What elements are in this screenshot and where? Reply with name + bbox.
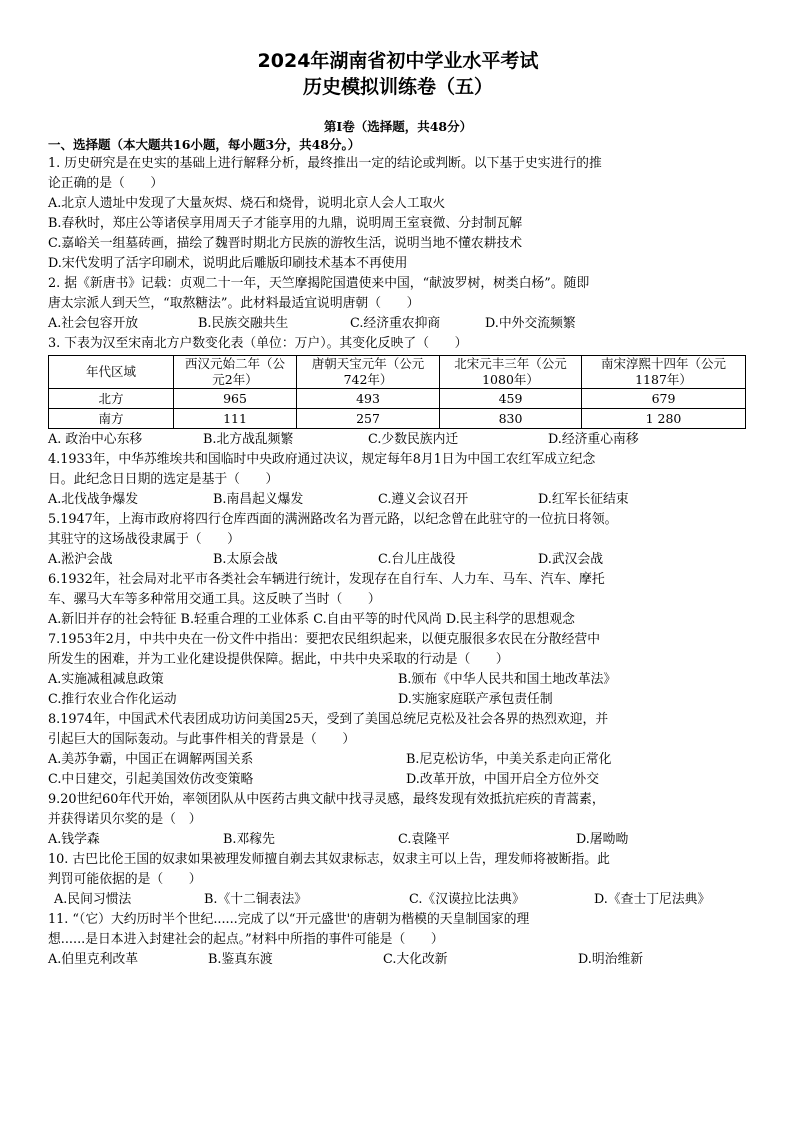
option-b[interactable]: B.太原会战 [213, 552, 278, 567]
option-a[interactable]: A.北京人遗址中发现了大量灰烬、烧石和烧骨，说明北京人会人工取火 [48, 196, 446, 211]
option-a[interactable]: A. 政治中心东移 [48, 432, 143, 447]
option-d[interactable]: D.明治维新 [578, 952, 644, 967]
option-c[interactable]: C.袁隆平 [398, 832, 450, 847]
option-d[interactable]: D.宋代发明了活字印刷术，说明此后雕版印刷技术基本不再使用 [48, 256, 408, 271]
question-stem: 7.1953年2月，中共中央在一份文件中指出：要把农民组织起来，以便克服很多农民在分散经营中 [48, 632, 600, 647]
header-line: 南宋淳熙十四年（公元 [600, 356, 726, 371]
option-c[interactable]: C.推行农业合作化运动 [48, 692, 177, 707]
table-cell: 南方 [49, 409, 174, 429]
option-c[interactable]: C.大化改新 [383, 952, 448, 967]
question-stem: 车、骡马大车等多种常用交通工具。这反映了当时（ ） [48, 592, 381, 607]
question-stem: 并获得诺贝尔奖的是（ ） [48, 812, 202, 827]
option-c[interactable]: C.台儿庄战役 [378, 552, 456, 567]
table-cell: 1 280 [582, 409, 746, 429]
table-header-row [49, 356, 746, 389]
question-stem: 引起巨大的国际轰动。与此事件相关的背景是（ ） [48, 732, 356, 747]
exam-title: 2024年湖南省初中学业水平考试 [257, 50, 539, 72]
question-stem: 1. 历史研究是在史实的基础上进行解释分析，最终推出一定的结论或判断。以下基于史实进行的推 [48, 156, 602, 171]
header-line: 1187年） [635, 372, 692, 387]
option-a[interactable]: A.淞沪会战 [48, 552, 113, 567]
question-stem: 8.1974年，中国武术代表团成功访问美国25天，受到了美国总统尼克松及社会各界的热烈欢迎，并 [48, 712, 609, 727]
table-header-cell [582, 356, 746, 389]
question-stem: 4.1933年，中华苏维埃共和国临时中央政府通过决议，规定每年8月1日为中国工农红军成立纪念 [48, 452, 596, 467]
option-b[interactable]: B.《十二铜表法》 [204, 892, 308, 907]
option-c[interactable]: C.遵义会议召开 [378, 492, 469, 507]
option-a[interactable]: A.实施减租减息政策 [48, 672, 164, 687]
table-cell: 北方 [49, 389, 174, 409]
table-cell: 111 [174, 409, 297, 429]
option-a[interactable]: A.伯里克利改革 [48, 952, 139, 967]
option-b[interactable]: B.民族交融共生 [198, 316, 289, 331]
option-d[interactable]: D.武汉会战 [538, 552, 604, 567]
option-b[interactable]: B.尼克松访华，中美关系走向正常化 [406, 752, 612, 767]
table-row [49, 389, 746, 409]
option-c[interactable]: C.经济重农抑商 [350, 316, 441, 331]
question-5 [48, 510, 748, 570]
exam-page [48, 48, 748, 970]
question-stem: 日。此纪念日日期的选定是基于（ ） [48, 472, 279, 487]
table-cell: 679 [582, 389, 746, 409]
table-header-cell [440, 356, 582, 389]
question-stem: 9.20世纪60年代开始，率领团队从中医药古典文献中找寻灵感，最终发现有效抵抗疟疾的青蒿素， [48, 792, 605, 807]
option-d[interactable]: D.中外交流频繁 [485, 316, 576, 331]
table-header-cell [297, 356, 440, 389]
option-c[interactable]: C.中日建交，引起美国效仿改变策略 [48, 772, 254, 787]
option-b[interactable]: B.鉴真东渡 [208, 952, 273, 967]
option-c[interactable]: C.少数民族内迁 [368, 432, 459, 447]
question-stem: 唐太宗派人到天竺，“取熬糖法”。此材料最适宜说明唐朝（ ） [48, 296, 420, 311]
table-header-cell: 年代区域 [49, 356, 174, 389]
option-d[interactable]: D.红军长征结束 [538, 492, 629, 507]
question-stem: 2. 据《新唐书》记载：贞观二十一年，天竺摩揭陀国遣使来中国，“献波罗树，树类白杨”。随即 [48, 276, 590, 291]
question-stem: 其驻守的这场战役隶属于（ ） [48, 532, 240, 547]
question-2 [48, 274, 748, 334]
question-stem: 6.1932年，社会局对北平市各类社会车辆进行统计，发现存在自行车、人力车、马车、汽车、摩托 [48, 572, 605, 587]
question-10 [48, 850, 748, 910]
header-line: 元2年） [212, 372, 258, 387]
question-1 [48, 154, 748, 274]
question-stem: 3. 下表为汉至宋南北方户数变化表（单位：万户）。其变化反映了（ ） [48, 336, 468, 351]
table-cell: 459 [440, 389, 582, 409]
option-d[interactable]: D.实施家庭联产承包责任制 [398, 692, 553, 707]
options-line[interactable]: A.新旧并存的社会特征 B.轻重合理的工业体系 C.自由平等的时代风尚 D.民主科学的思想观念 [48, 612, 575, 627]
option-a[interactable]: A.钱学森 [48, 832, 100, 847]
question-stem: 判罚可能依据的是（ ） [48, 872, 202, 887]
header-line: 北宋元丰三年（公元 [454, 356, 567, 371]
option-b[interactable]: B.北方战乱频繁 [203, 432, 294, 447]
question-9 [48, 790, 748, 850]
question-stem: 11. “（它）大约历时半个世纪......完成了以“开元盛世'的唐朝为楷模的天皇制国家的理 [48, 912, 530, 927]
option-c[interactable]: C.嘉峪关一组墓砖画，描绘了魏晋时期北方民族的游牧生活，说明当地不懂农耕技术 [48, 236, 523, 251]
option-a[interactable]: A.社会包容开放 [48, 316, 139, 331]
option-d[interactable]: D.经济重心南移 [548, 432, 639, 447]
question-8 [48, 710, 748, 790]
question-stem: 想......是日本进入封建社会的起点。”材料中所指的事件可能是（ ） [48, 932, 444, 947]
question-stem: 10. 古巴比伦王国的奴隶如果被理发师擅自剃去其奴隶标志，奴隶主可以上告，理发师将被断指。此 [48, 852, 610, 867]
table-cell: 493 [297, 389, 440, 409]
header-line: 西汉元始二年（公 [184, 356, 285, 371]
option-c[interactable]: C.《汉谟拉比法典》 [409, 892, 525, 907]
question-stem: 论正确的是（ ） [48, 176, 164, 191]
header-line: 1080年） [482, 372, 539, 387]
question-6 [48, 570, 748, 630]
question-stem: 5.1947年，上海市政府将四行仓库西面的满洲路改名为晋元路，以纪念曾在此驻守的一位抗日将领。 [48, 512, 618, 527]
part-title: 第Ⅰ卷（选择题，共48分） [323, 119, 473, 134]
table-row [49, 409, 746, 429]
option-b[interactable]: B.邓稼先 [223, 832, 275, 847]
section-title: 一、选择题（本大题共16小题，每小题3分，共48分。） [48, 137, 361, 152]
option-d[interactable]: D.《查士丁尼法典》 [594, 892, 711, 907]
question-11 [48, 910, 748, 970]
table-cell: 257 [297, 409, 440, 429]
option-d[interactable]: D.改革开放，中国开启全方位外交 [406, 772, 600, 787]
option-a[interactable]: A.北伐战争爆发 [48, 492, 139, 507]
household-table [48, 355, 746, 429]
option-d[interactable]: D.屠呦呦 [576, 832, 629, 847]
option-a[interactable]: A.美苏争霸，中国正在调解两国关系 [48, 752, 254, 767]
table-cell: 965 [174, 389, 297, 409]
question-3 [48, 334, 748, 450]
option-b[interactable]: B.春秋时，郑庄公等诸侯享用周天子才能享用的九鼎，说明周王室衰微、分封制瓦解 [48, 216, 523, 231]
table-header-cell [174, 356, 297, 389]
question-4 [48, 450, 748, 510]
option-b[interactable]: B.南昌起义爆发 [213, 492, 304, 507]
question-7 [48, 630, 748, 710]
table-cell: 830 [440, 409, 582, 429]
header-line: 742年） [343, 372, 393, 387]
exam-subtitle: 历史模拟训练卷（五） [302, 76, 493, 98]
option-a[interactable]: A.民间习惯法 [54, 892, 132, 907]
option-b[interactable]: B.颁布《中华人民共和国土地改革法》 [398, 672, 617, 687]
header-line: 唐朝天宝元年（公元 [311, 356, 425, 371]
question-stem: 所发生的困难，并为工业化建设提供保障。据此，中共中央采取的行动是（ ） [48, 652, 509, 667]
